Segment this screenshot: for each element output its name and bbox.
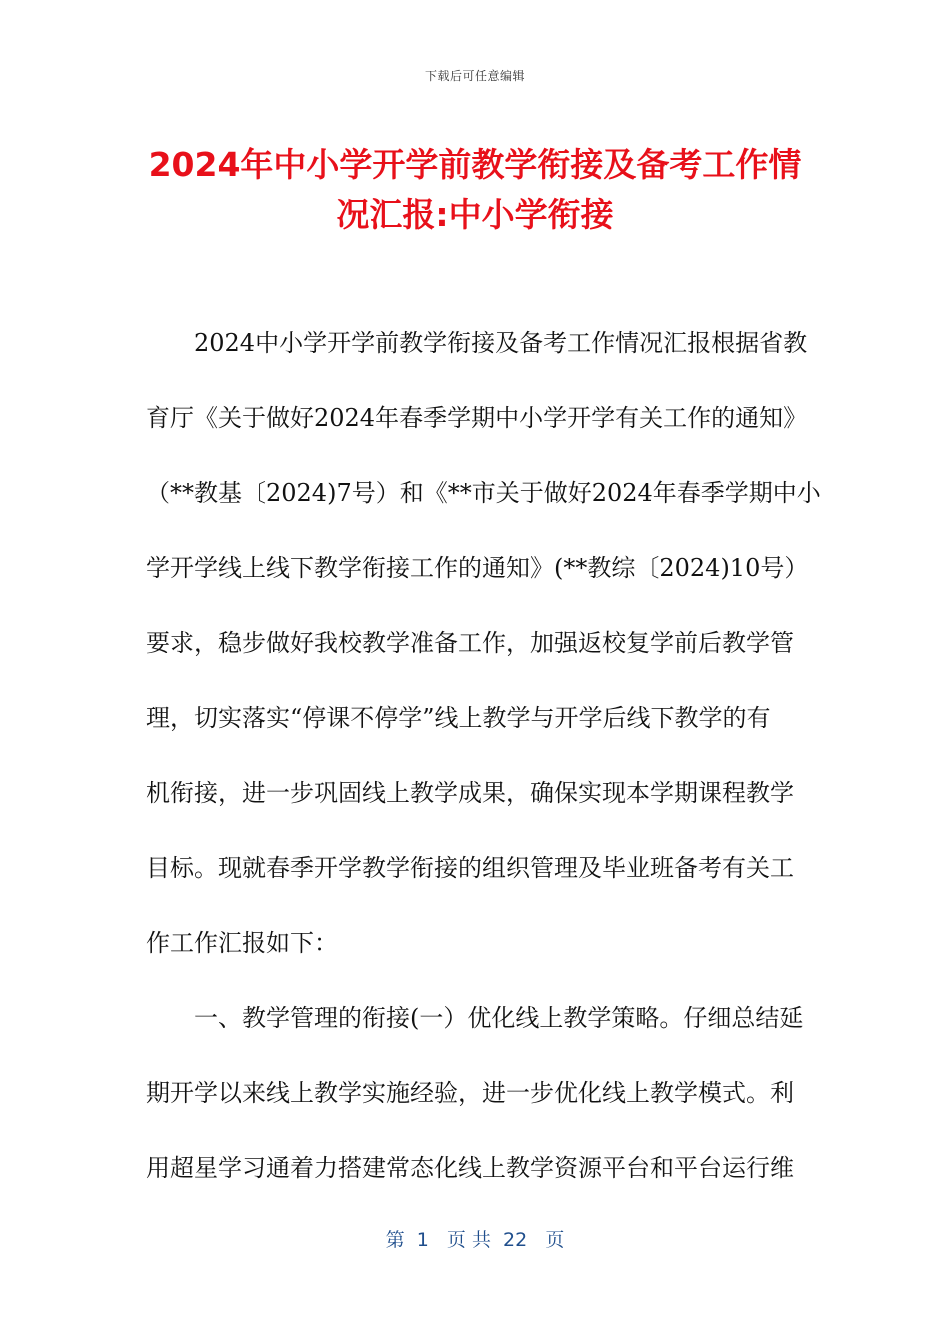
body-line: 期开学以来线上教学实施经验，进一步优化线上教学模式。利 <box>146 1079 794 1107</box>
body-line: 作工作汇报如下： <box>146 929 338 957</box>
body-line: 育厅《关于做好2024年春季学期中小学开学有关工作的通知》 <box>146 404 808 432</box>
document-title <box>120 140 830 240</box>
title-line-1: 2024年中小学开学前教学衔接及备考工作情 <box>148 145 802 184</box>
body-line: 学开学线上线下教学衔接工作的通知》(**教综〔2024)10号） <box>146 554 809 582</box>
body-line: 目标。现就春季开学教学衔接的组织管理及毕业班备考有关工 <box>146 854 794 882</box>
page-footer: 第 1 页 共 22 页 <box>385 1229 565 1251</box>
body-line: 机衔接，进一步巩固线上教学成果，确保实现本学期课程教学 <box>146 779 794 807</box>
title-line-2: 况汇报:中小学衔接 <box>336 195 614 234</box>
body-line: 一、教学管理的衔接(一）优化线上教学策略。仔细总结延 <box>146 1004 804 1032</box>
body-line: 要求，稳步做好我校教学准备工作，加强返校复学前后教学管 <box>146 629 794 657</box>
body-line: 用超星学习通着力搭建常态化线上教学资源平台和平台运行维 <box>146 1154 794 1182</box>
body-line: （**教基〔2024)7号）和《**市关于做好2024年春季学期中小 <box>146 479 821 507</box>
header-note: 下载后可任意编辑 <box>424 69 525 83</box>
body-line: 2024中小学开学前教学衔接及备考工作情况汇报根据省教 <box>146 329 808 357</box>
document-body <box>146 318 821 1218</box>
body-line: 理，切实落实“停课不停学”线上教学与开学后线下教学的有 <box>146 704 771 732</box>
